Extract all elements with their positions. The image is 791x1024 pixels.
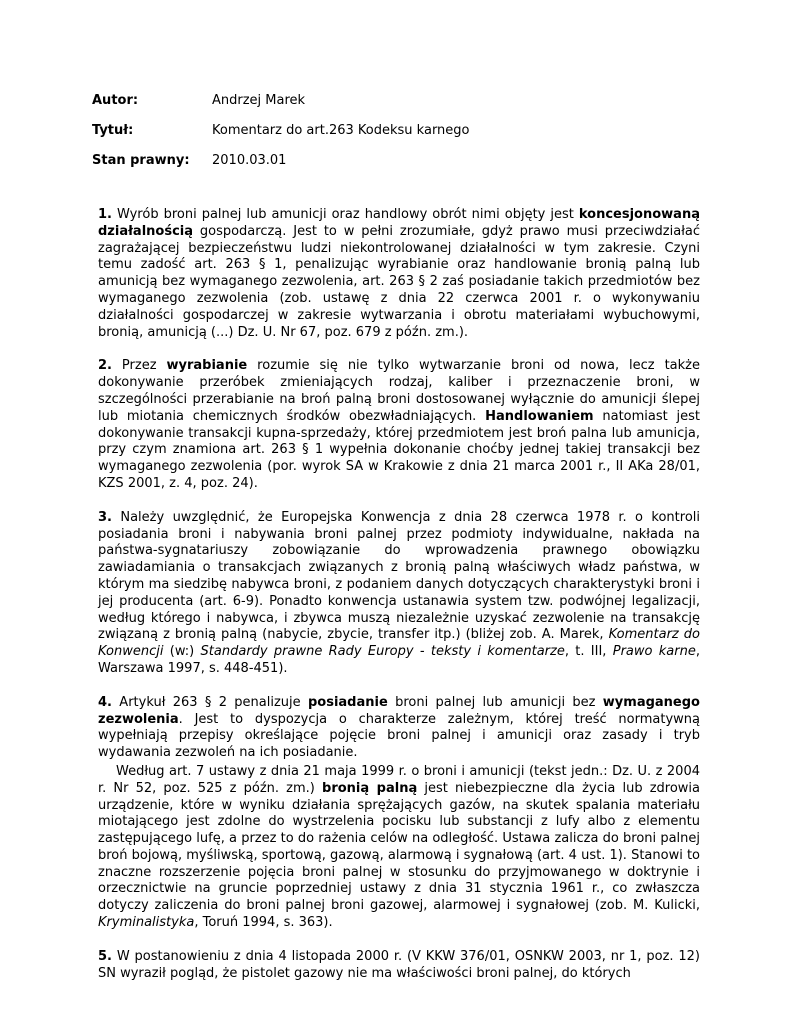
bold-term: bronią palną — [322, 780, 418, 796]
paragraph-text: jest niebezpieczne dla życia lub zdrowia urządzenie, które w wyniku działania sprężających gazów, na skutek spalania materiału miotającego jest zdolne do wystrzelenia pocisku lub substancji z lufy albo z elementu zastępującego lufę, a przez to do rażenia celów na odległość. Ustawa zalicza do broni palnej broń bojową, myśliwską, sportową, gazową, alarmową i sygnałową (art. 4 ust. 1). Stanowi to znaczne rozszerzenie pojęcia broni palnej w stosunku do przyjmowanego w doktrynie i orzecznictwie na gruncie poprzedniej ustawy z dnia 31 stycznia 1961 r., co zwłaszcza dotyczy zaliczenia do broni palnej broni gazowej, alarmowej i sygnałowej (zob. M. Kulicki, — [98, 780, 701, 914]
paragraph-number: 4. — [98, 694, 112, 710]
commentary-body — [98, 207, 700, 999]
italic-citation: Kryminalistyka — [98, 915, 195, 931]
paragraph-text: . Jest to dyspozycja o charakterze zależnym, której treść normatywną wypełniają przepisy określające pojęcie broni palnej i amunicji oraz zasady i tryb wydawania zezwoleń na ich posiadanie. — [98, 711, 700, 761]
paragraph-5 — [98, 949, 700, 983]
paragraph-1 — [98, 207, 700, 341]
paragraph-text: Według art. 7 ustawy z dnia 21 maja 1999 r. o broni i amunicji (tekst jedn.: Dz. U. z 2004 r. Nr 52, poz. 525 z późn. zm.) — [98, 763, 700, 796]
legal-state-label: Stan prawny: — [92, 153, 190, 168]
paragraph-number: 1. — [98, 207, 112, 222]
paragraph-4-continued — [98, 764, 700, 932]
paragraph-number: 2. — [98, 358, 112, 374]
title-value: Komentarz do art.263 Kodeksu karnego — [212, 123, 470, 138]
paragraph-text: , t. III, — [564, 644, 613, 660]
bold-term: wyrabianie — [166, 358, 248, 374]
italic-citation: Prawo karne — [612, 644, 696, 660]
paragraph-text: gospodarczą. Jest to w pełni zrozumiałe, gdyż prawo musi przeciwdziałać zagrażającej bezpieczeństwu ludzi niekontrolowanej działalności w tym zakresie. Czyni temu zadość art. 263 § 1, penalizując wyrabianie oraz handlowanie bronią palną lub amunicją bez wymaganego zezwolenia, art. 263 § 2 zaś posiadanie takich przedmiotów bez wymaganego zezwolenia (zob. ustawę z dnia 22 czerwca 2001 r. o wykonywaniu działalności gospodarczej w zakresie wytwarzania i obrotu materiałami wybuchowymi, bronią, amunicją (...) Dz. U. Nr 67, poz. 679 z późn. zm.). — [98, 223, 700, 340]
italic-citation: Komentarz do Konwencji — [98, 627, 700, 660]
italic-citation: Standardy prawne Rady Europy - teksty i komentarze — [200, 644, 565, 660]
paragraph-text: , Toruń 1994, s. 363). — [194, 915, 333, 931]
paragraph-3 — [98, 510, 700, 678]
author-value: Andrzej Marek — [212, 93, 306, 108]
paragraph-text: Należy uwzględnić, że Europejska Konwencja z dnia 28 czerwca 1978 r. o kontroli posiadania broni i nabywania broni palnej przez podmioty indywidualne, nakłada na państwa-sygnatariuszy zobowiązanie do wprowadzenia prawnego obowiązku zawiadamiania o transakcjach związanych z bronią palną właściwych władz państwa, w którym ma siedzibę nabywca broni, z podaniem danych dotyczących charakterystyki broni i jej producenta (art. 6-9). Ponadto konwencja ustanawia system tzw. podwójnej legalizacji, według którego i nabywca, i zbywca muszą niezależnie uzyskać zezwolenie na transakcję związaną z bronią palną (nabycie, zbycie, transfer itp.) (bliżej zob. A. Marek, — [98, 509, 700, 643]
bold-term: wymaganego zezwolenia — [98, 694, 700, 727]
paragraph-text: Przez — [111, 358, 167, 374]
paragraph-text: rozumie się nie tylko wytwarzanie broni od nowa, lecz także dokonywanie przeróbek zmieniających rodzaj, kaliber i przeznaczenie broni, w szczególności przerabianie na broń palną broni dostosowanej wyłącznie do amunicji ślepej lub miotania chemicznych środków obezwładniających. — [98, 358, 700, 424]
paragraph-number: 3. — [98, 509, 112, 525]
bold-term: posiadanie — [307, 694, 388, 710]
paragraph-text: natomiast jest dokonywanie transakcji kupna-sprzedaży, której przedmiotem jest broń palna lub amunicja, przy czym znamiona art. 263 § 1 wypełnia dokonanie choćby jednej takiej transakcji bez wymaganego zezwolenia (por. wyrok SA w Krakowie z dnia 21 marca 2001 r., II AKa 28/01, KZS 2001, z. 4, poz. 24). — [98, 408, 700, 491]
bold-term: Handlowaniem — [485, 408, 594, 424]
bold-term: koncesjonowaną działalnością — [98, 207, 700, 239]
paragraph-text: W postanowieniu z dnia 4 listopada 2000 r. (V KKW 376/01, OSNKW 2003, nr 1, poz. 12) SN wyraził pogląd, że pistolet gazowy nie ma właściwości broni palnej, do których — [98, 948, 700, 981]
title-label: Tytuł: — [92, 123, 134, 138]
paragraph-4 — [98, 695, 700, 762]
paragraph-2 — [98, 358, 700, 492]
paragraph-number: 5. — [98, 948, 112, 964]
paragraph-text: , Warszawa 1997, s. 448-451). — [98, 644, 700, 676]
paragraph-text: broni palnej lub amunicji bez — [387, 694, 603, 710]
author-label: Autor: — [92, 93, 139, 108]
paragraph-text: Wyrób broni palnej lub amunicji oraz handlowy obrót nimi objęty jest — [111, 207, 579, 222]
legal-state-value: 2010.03.01 — [212, 153, 287, 168]
paragraph-text: Artykuł 263 § 2 penalizuje — [111, 694, 308, 710]
paragraph-text: (w:) — [163, 644, 201, 660]
